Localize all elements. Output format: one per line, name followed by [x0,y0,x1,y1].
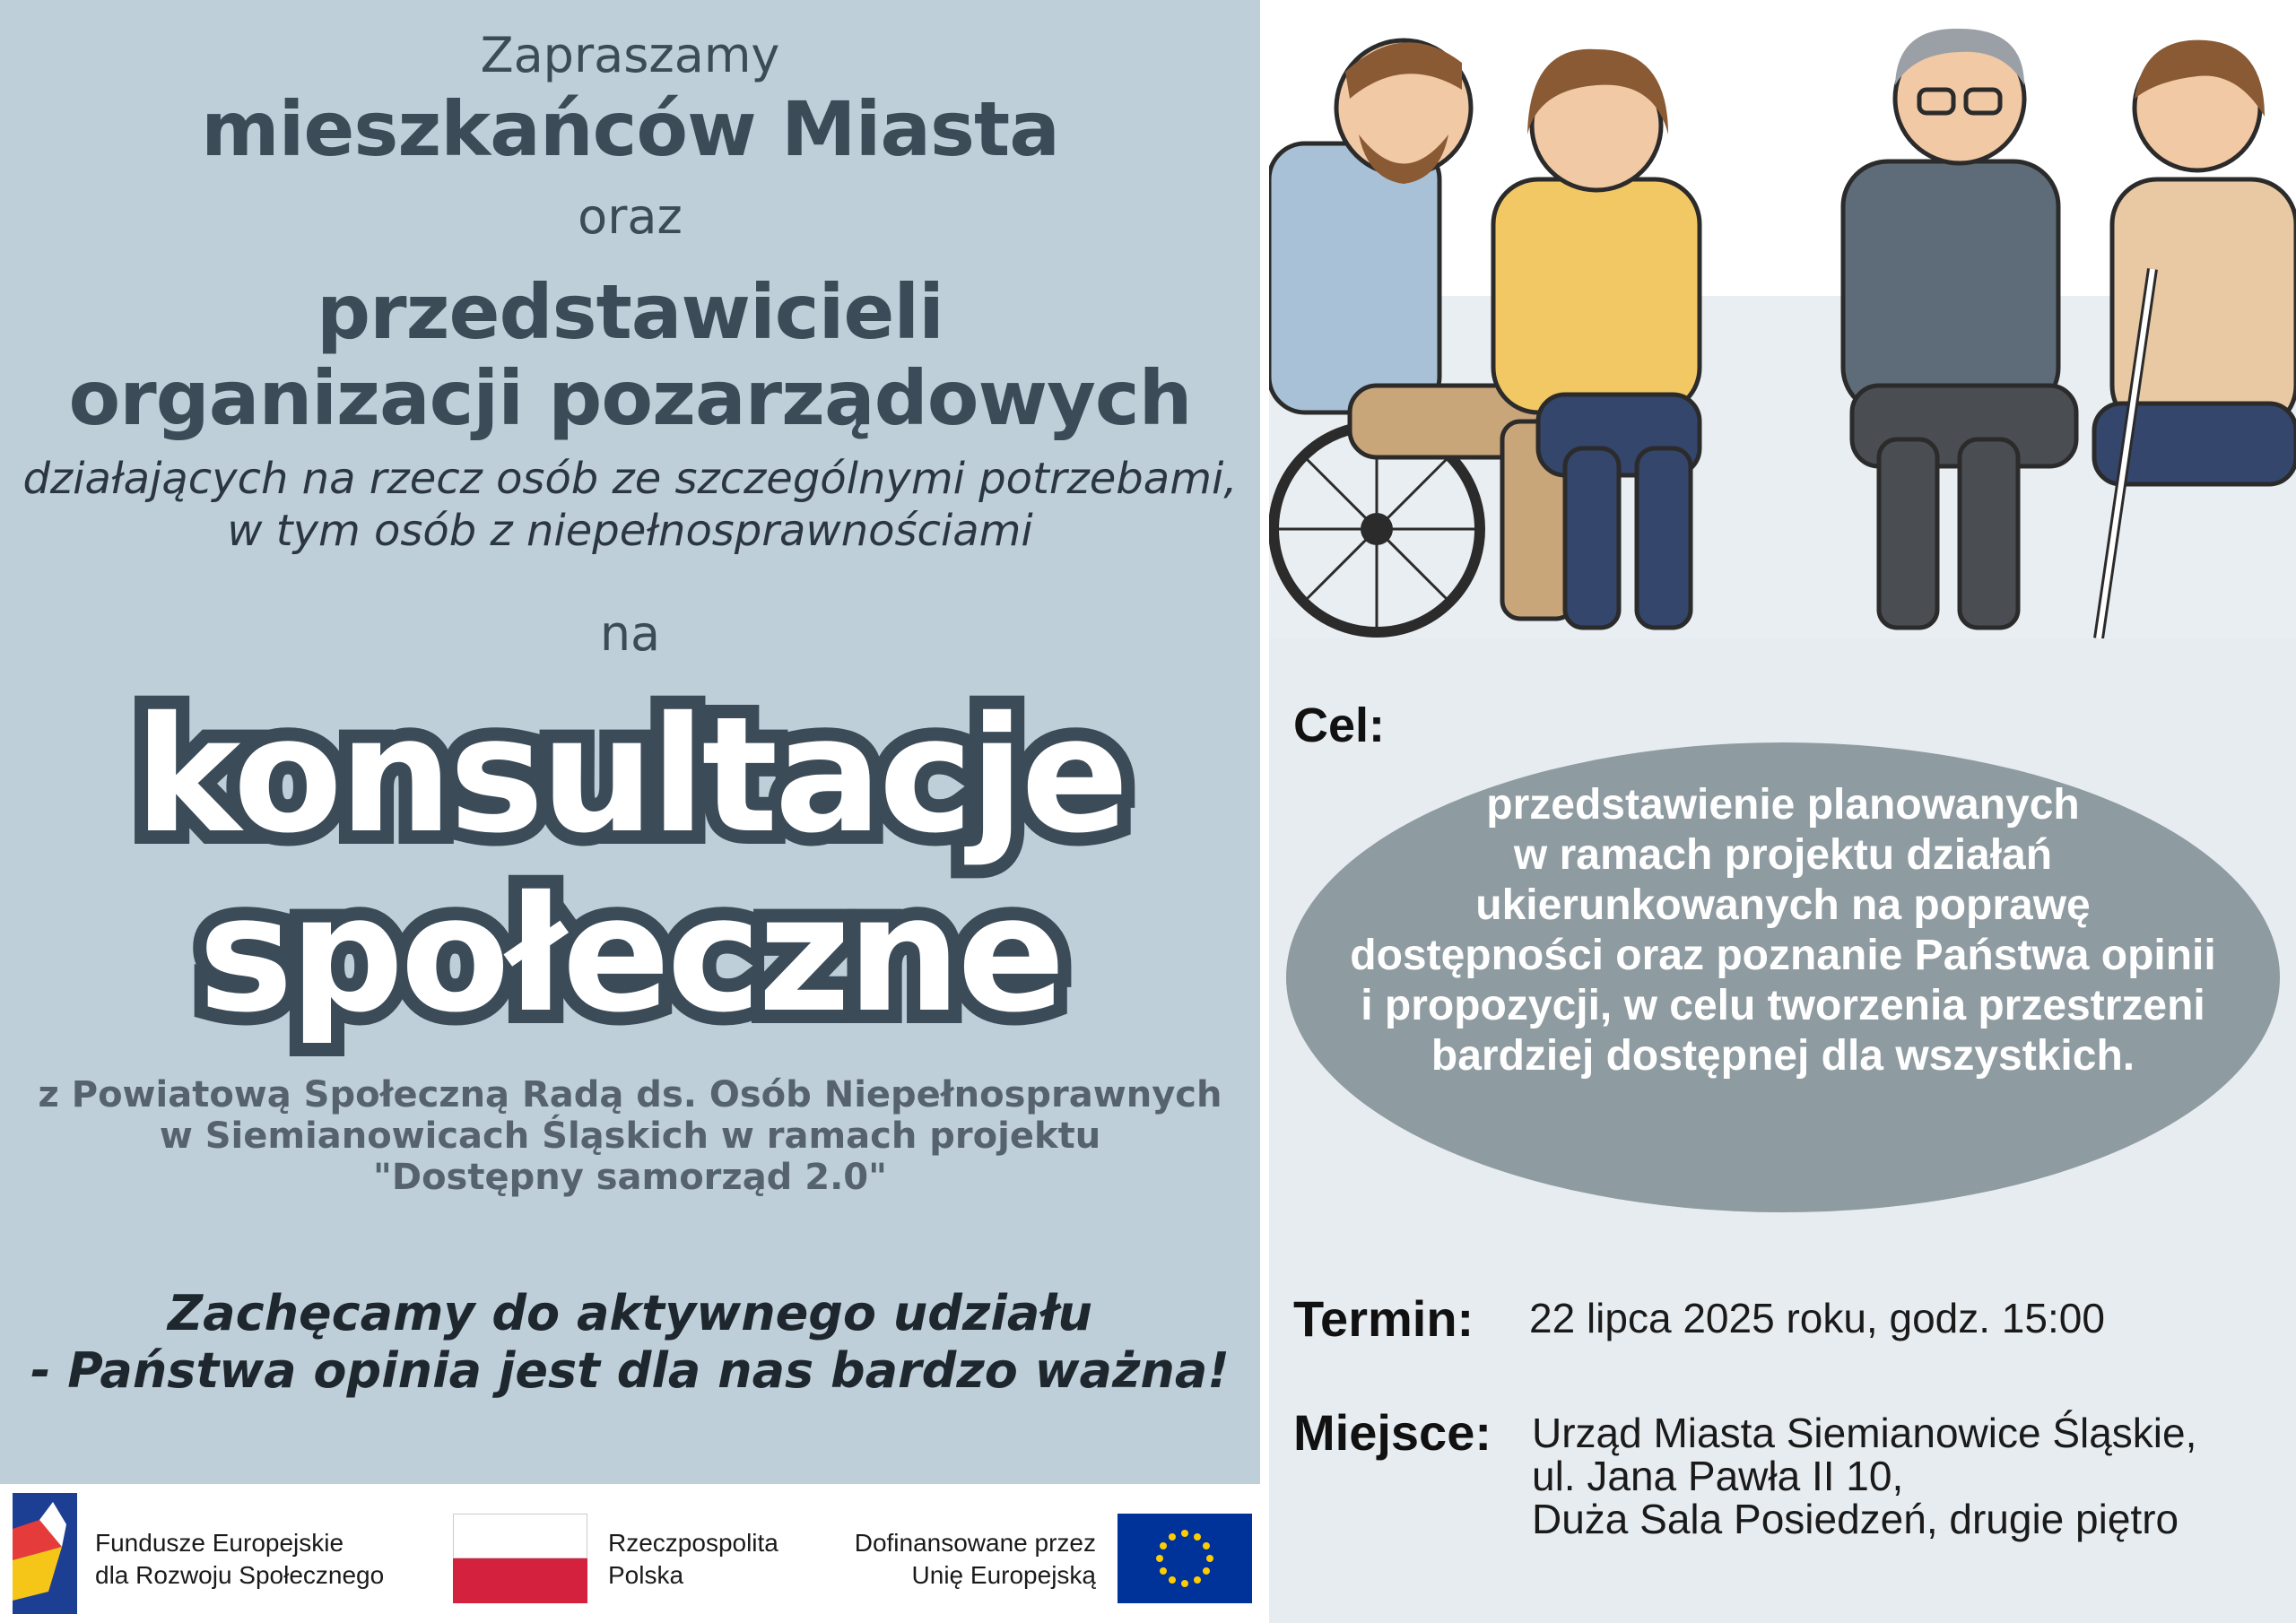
invite-ngo-representatives [0,269,1260,441]
date-value: 22 lipca 2025 roku, godz. 15:00 [1529,1295,2105,1341]
goal-label: Cel: [1293,699,1386,752]
partner-line-2: w Siemianowicach Śląskich w ramach projektu [159,1115,1101,1157]
eu-line-1: Dofinansowane przez [854,1529,1096,1557]
funding-logo-strip [0,1484,1260,1623]
goal-description [1293,780,2273,1081]
goal-line: przedstawienie planowanych [1486,781,2080,829]
people-meeting-illustration [1269,0,2296,638]
invite-ngo-line-2: organizacji pozarządowych [68,354,1192,442]
goal-line: i propozycji, w celu tworzenia przestrzeni [1361,982,2205,1029]
invite-residents: mieszkańców Miasta [201,85,1059,173]
invite-line-1: Zapraszamy [480,27,780,83]
place-line-1: Urząd Miasta Siemianowice Śląskie, [1532,1410,2197,1456]
place-value [1532,1411,2196,1541]
partner-line-1: z Powiatową Społeczną Radą ds. Osób Niepełnosprawnych [38,1074,1222,1115]
eu-line-2: Unię Europejską [911,1561,1096,1589]
target-group-text [0,453,1260,557]
place-line-3: Duża Sala Posiedzeń, drugie piętro [1532,1496,2179,1542]
target-line-2: w tym osób z niepełnosprawnościami [227,506,1033,556]
closing-line-1: Zachęcamy do aktywnego udziału [168,1285,1092,1341]
goal-line: dostępności oraz poznanie Państwa opinii [1350,932,2216,979]
place-label: Miejsce: [1293,1404,1492,1461]
eu-flag-icon [1118,1514,1252,1603]
rp-line-1: Rzeczpospolita [608,1529,778,1557]
goal-line: ukierunkowanych na poprawę [1475,881,2091,929]
polish-flag-icon [453,1514,587,1603]
goal-line: w ramach projektu działań [1513,831,2053,879]
place-line-2: ul. Jana Pawła II 10, [1532,1453,1904,1499]
invite-conjunction: oraz [578,188,683,245]
goal-line: bardziej dostępnej dla wszystkich. [1431,1032,2135,1080]
closing-appeal [0,1285,1260,1400]
invite-ngo-line-1: przedstawicieli [317,268,944,356]
headline-consultations [0,682,1260,1047]
fe-line-1: Fundusze Europejskie [95,1529,344,1557]
na-word: na [599,605,661,662]
rp-logo-text [608,1527,778,1592]
target-line-1: działających na rzecz osób ze szczególnymi potrzebami, [22,454,1238,504]
fe-line-2: dla Rozwoju Społecznego [95,1561,385,1589]
headline-line-2: społeczne [198,862,1062,1047]
partner-council-text [0,1074,1260,1198]
date-label: Termin: [1293,1290,1474,1347]
project-name: "Dostępny samorząd 2.0" [373,1157,887,1198]
headline-line-1: konsultacje [135,682,1126,868]
rp-line-2: Polska [608,1561,684,1589]
fe-logo-icon [13,1493,77,1614]
fe-logo-text [95,1527,384,1592]
closing-line-2: - Państwa opinia jest dla nas bardzo ważna! [30,1342,1230,1399]
eu-logo-text [807,1527,1096,1592]
